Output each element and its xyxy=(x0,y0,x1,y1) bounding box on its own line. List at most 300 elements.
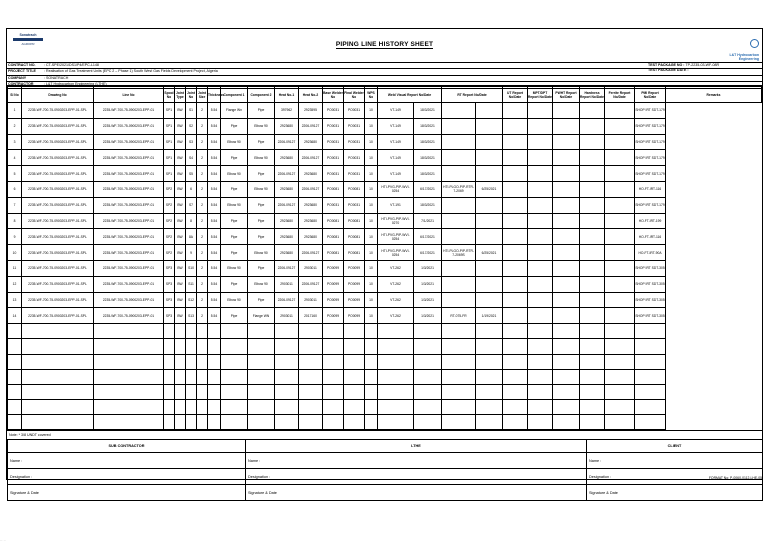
empty-cell xyxy=(442,400,476,415)
empty-cell xyxy=(365,354,378,369)
table-cell: 2 xyxy=(197,166,208,182)
designation-field: Designation : xyxy=(8,469,246,485)
empty-cell xyxy=(299,354,323,369)
table-cell: 2206-09127 xyxy=(275,292,299,308)
table-cell: BW xyxy=(175,103,186,119)
table-cell: SP2 xyxy=(164,197,175,213)
empty-cell xyxy=(186,384,197,399)
signature-field: Signature & Date xyxy=(8,485,246,501)
table-cell xyxy=(476,276,503,292)
table-cell xyxy=(605,166,635,182)
empty-cell xyxy=(442,384,476,399)
table-cell: HO-FT-IRT-116 xyxy=(635,229,666,245)
empty-cell xyxy=(323,415,344,430)
table-cell: 2923680 xyxy=(299,166,323,182)
table-cell: Pipe xyxy=(221,150,248,166)
table-cell: 10 xyxy=(365,245,378,261)
contractor-logo xyxy=(699,35,759,61)
table-cell: Elbow 90 xyxy=(248,118,275,134)
empty-cell xyxy=(553,369,580,384)
table-cell xyxy=(528,276,553,292)
table-cell: VT-149 xyxy=(378,103,414,119)
table-cell xyxy=(605,103,635,119)
contract-no-label: CONTRACT NO. xyxy=(8,63,36,67)
empty-cell xyxy=(248,369,275,384)
empty-cell xyxy=(553,324,580,339)
table-cell xyxy=(503,118,528,134)
table-cell xyxy=(580,166,605,182)
table-cell: PO0099 xyxy=(344,292,365,308)
table-cell: 18/3/2021 xyxy=(414,118,442,134)
table-cell: 2206-09127 xyxy=(275,260,299,276)
table-cell: HO-FT-IRT-116 xyxy=(635,181,666,197)
empty-cell xyxy=(476,415,503,430)
table-cell xyxy=(476,103,503,119)
empty-cell xyxy=(414,339,442,354)
table-cell: 1/19/2021 xyxy=(476,308,503,324)
table-cell: 2235-WF-700-75-0900203-EPP-01 xyxy=(94,276,164,292)
empty-cell xyxy=(248,384,275,399)
table-cell xyxy=(503,229,528,245)
table-cell: 5.54 xyxy=(208,213,221,229)
table-cell: Elbow 90 xyxy=(221,134,248,150)
empty-cell xyxy=(476,339,503,354)
empty-cell xyxy=(635,354,666,369)
empty-cell xyxy=(208,339,221,354)
table-cell xyxy=(605,213,635,229)
table-cell: Pipe xyxy=(221,308,248,324)
col-header: Ferrite Report No/Date xyxy=(605,87,635,103)
table-cell: 2206-09127 xyxy=(275,166,299,182)
table-cell: 14 xyxy=(8,308,22,324)
table-cell: HO-FT-IRT-199 xyxy=(635,213,666,229)
empty-cell xyxy=(208,400,221,415)
table-cell xyxy=(553,118,580,134)
table-cell xyxy=(605,308,635,324)
col-header: Component 1 xyxy=(221,87,248,103)
table-cell: PO0031 xyxy=(323,166,344,182)
empty-row xyxy=(8,339,762,354)
table-cell: SHOP IRT SDT-179 xyxy=(635,134,666,150)
empty-cell xyxy=(580,339,605,354)
table-cell: 8 xyxy=(186,213,197,229)
table-cell xyxy=(503,150,528,166)
empty-cell xyxy=(605,324,635,339)
empty-cell xyxy=(503,324,528,339)
table-cell: 2 xyxy=(197,292,208,308)
empty-cell xyxy=(344,400,365,415)
table-cell: Elbow 90 xyxy=(248,276,275,292)
empty-cell xyxy=(275,339,299,354)
empty-cell xyxy=(299,324,323,339)
table-cell: HTI-PVG-PIP-WVI-0270 xyxy=(378,213,414,229)
table-cell: Elbow 90 xyxy=(221,197,248,213)
table-cell: VT-262 xyxy=(378,308,414,324)
table-cell: 5.54 xyxy=(208,260,221,276)
name-field: Name : xyxy=(8,453,246,469)
table-cell: 2235-WF-700-75-0900203-EPP-01 xyxy=(94,118,164,134)
table-cell xyxy=(553,197,580,213)
table-cell: 2903011 xyxy=(275,276,299,292)
table-cell xyxy=(553,308,580,324)
table-cell: 2 xyxy=(197,308,208,324)
empty-cell xyxy=(8,339,22,354)
empty-cell xyxy=(248,339,275,354)
empty-cell xyxy=(344,384,365,399)
table-cell xyxy=(503,308,528,324)
table-cell xyxy=(580,181,605,197)
empty-cell xyxy=(442,369,476,384)
empty-cell xyxy=(299,415,323,430)
table-cell: PO0031 xyxy=(344,197,365,213)
empty-cell xyxy=(186,400,197,415)
table-cell: 2235-WF-700-75-0900203-EPP-01-SPL xyxy=(22,292,94,308)
table-cell: 6/25/2021 xyxy=(476,181,503,197)
empty-cell xyxy=(94,369,164,384)
empty-cell xyxy=(553,400,580,415)
table-cell: 2206-09127 xyxy=(299,150,323,166)
table-cell xyxy=(580,260,605,276)
table-cell: 2206-09127 xyxy=(275,134,299,150)
table-cell: 8 xyxy=(8,213,22,229)
table-cell xyxy=(553,292,580,308)
table-cell: Pipe xyxy=(221,229,248,245)
empty-cell xyxy=(580,384,605,399)
empty-cell xyxy=(528,324,553,339)
col-header: Component 2 xyxy=(248,87,275,103)
table-cell: S5 xyxy=(186,166,197,182)
empty-cell xyxy=(186,369,197,384)
table-cell: 2235-WF-700-75-0900203-EPP-01 xyxy=(94,150,164,166)
table-cell: SP3 xyxy=(164,276,175,292)
table-cell: Pipe xyxy=(221,181,248,197)
table-cell: Pipe xyxy=(221,276,248,292)
table-cell xyxy=(605,245,635,261)
table-cell: 2923680 xyxy=(299,134,323,150)
empty-cell xyxy=(414,384,442,399)
empty-cell xyxy=(248,324,275,339)
empty-cell xyxy=(344,324,365,339)
table-cell: 2923680 xyxy=(275,181,299,197)
table-cell xyxy=(605,276,635,292)
empty-cell xyxy=(553,339,580,354)
table-cell: 2 xyxy=(197,229,208,245)
table-cell xyxy=(528,118,553,134)
table-cell: 2206-09127 xyxy=(299,245,323,261)
empty-cell xyxy=(442,415,476,430)
table-cell: 10 xyxy=(365,181,378,197)
table-cell xyxy=(528,260,553,276)
table-cell xyxy=(605,197,635,213)
empty-cell xyxy=(175,400,186,415)
empty-cell xyxy=(221,339,248,354)
empty-cell xyxy=(197,354,208,369)
empty-cell xyxy=(22,415,94,430)
table-cell: VT-262 xyxy=(378,292,414,308)
empty-cell xyxy=(378,324,414,339)
table-cell xyxy=(442,260,476,276)
table-cell: SHOP IRT SDT-179 xyxy=(635,150,666,166)
table-cell: 2206-09127 xyxy=(299,118,323,134)
empty-cell xyxy=(323,354,344,369)
col-header: MPT/DPT Report No/Date xyxy=(528,87,553,103)
col-header: Heat No-2 xyxy=(299,87,323,103)
table-cell: 2923680 xyxy=(299,213,323,229)
table-cell: PO0031 xyxy=(344,134,365,150)
table-cell: 2923680 xyxy=(275,245,299,261)
table-cell xyxy=(503,245,528,261)
empty-cell xyxy=(164,384,175,399)
table-cell: 2 xyxy=(197,260,208,276)
empty-cell xyxy=(8,384,22,399)
empty-cell xyxy=(208,369,221,384)
table-cell: SHOP IRT SDT-305 xyxy=(635,292,666,308)
table-cell: 2235-WF-700-75-0900203-EPP-01 xyxy=(94,166,164,182)
table-cell: 2235-WF-700-75-0900203-EPP-01 xyxy=(94,308,164,324)
table-cell: SP1 xyxy=(164,150,175,166)
empty-row xyxy=(8,324,762,339)
table-cell xyxy=(605,150,635,166)
table-cell: PO0081 xyxy=(323,245,344,261)
table-cell xyxy=(503,276,528,292)
empty-cell xyxy=(323,324,344,339)
table-row xyxy=(8,260,762,276)
empty-cell xyxy=(442,324,476,339)
table-cell xyxy=(553,245,580,261)
table-cell: 2235-WF-700-75-0900203-EPP-01-SPL xyxy=(22,308,94,324)
designation-field: Designation : xyxy=(246,469,587,485)
table-cell: 6/17/2021 xyxy=(414,181,442,197)
empty-cell xyxy=(605,415,635,430)
empty-cell xyxy=(299,384,323,399)
col-header: UT Report No/Date xyxy=(503,87,528,103)
table-cell: VT-149 xyxy=(378,150,414,166)
col-header: Final Welder No xyxy=(344,87,365,103)
table-cell: 5.54 xyxy=(208,229,221,245)
table-cell: BW xyxy=(175,276,186,292)
empty-cell xyxy=(275,354,299,369)
empty-cell xyxy=(197,400,208,415)
empty-cell xyxy=(635,415,666,430)
table-cell: 2 xyxy=(197,181,208,197)
table-cell: VT-149 xyxy=(378,166,414,182)
table-cell: 2923680 xyxy=(299,197,323,213)
table-cell xyxy=(528,229,553,245)
table-cell: Pipe xyxy=(248,166,275,182)
table-row xyxy=(8,103,762,119)
table-cell: 5.54 xyxy=(208,150,221,166)
table-cell: BW xyxy=(175,260,186,276)
table-cell: 2923680 xyxy=(299,229,323,245)
empty-cell xyxy=(221,384,248,399)
table-cell: Elbow 90 xyxy=(221,292,248,308)
empty-cell xyxy=(378,369,414,384)
empty-cell xyxy=(528,339,553,354)
empty-cell xyxy=(94,324,164,339)
table-cell: SP1 xyxy=(164,103,175,119)
table-cell: Pipe xyxy=(248,292,275,308)
table-cell: 6/17/2021 xyxy=(414,245,442,261)
empty-cell xyxy=(323,384,344,399)
table-cell: PO0099 xyxy=(323,260,344,276)
table-cell xyxy=(580,134,605,150)
table-cell xyxy=(553,150,580,166)
table-cell: 9 xyxy=(8,229,22,245)
table-cell: 18/3/2021 xyxy=(414,197,442,213)
empty-cell xyxy=(476,324,503,339)
party-lthe: LTHE xyxy=(246,440,587,453)
table-cell xyxy=(528,308,553,324)
table-cell xyxy=(580,292,605,308)
empty-cell xyxy=(528,384,553,399)
table-cell: 2235-WF-700-75-0900203-EPP-01-SPL xyxy=(22,260,94,276)
table-cell xyxy=(580,229,605,245)
table-cell xyxy=(503,260,528,276)
empty-cell xyxy=(248,400,275,415)
table-cell: HTI-PVG-PIP-WVI-0254 xyxy=(378,229,414,245)
table-cell: VT-262 xyxy=(378,276,414,292)
empty-cell xyxy=(94,415,164,430)
table-cell: 2017160 xyxy=(299,308,323,324)
table-cell: Pipe xyxy=(248,229,275,245)
table-cell: 10 xyxy=(365,150,378,166)
col-header: Remarks xyxy=(666,87,762,103)
table-cell: 10 xyxy=(365,292,378,308)
empty-cell xyxy=(275,400,299,415)
empty-cell xyxy=(22,324,94,339)
empty-cell xyxy=(22,354,94,369)
empty-cell xyxy=(22,369,94,384)
empty-cell xyxy=(635,384,666,399)
table-cell: HTI-PLGO-PIP-RTR-7-2069 xyxy=(442,181,476,197)
table-cell xyxy=(442,229,476,245)
table-cell: PO0081 xyxy=(323,229,344,245)
table-row xyxy=(8,134,762,150)
table-cell: HTI-PVG-PIP-WVI-0254 xyxy=(378,181,414,197)
col-header: Weld Visual Report No/Date xyxy=(378,87,442,103)
table-cell: 2206-09127 xyxy=(299,181,323,197)
empty-cell xyxy=(221,400,248,415)
table-cell: 2 xyxy=(197,197,208,213)
table-cell: S12 xyxy=(186,292,197,308)
empty-cell xyxy=(8,354,22,369)
empty-cell xyxy=(414,354,442,369)
designation-field: Designation : xyxy=(587,469,763,485)
empty-cell xyxy=(175,384,186,399)
table-cell: Elbow 90 xyxy=(248,150,275,166)
table-cell: 5.54 xyxy=(208,292,221,308)
empty-row xyxy=(8,415,762,430)
empty-cell xyxy=(221,354,248,369)
empty-cell xyxy=(378,339,414,354)
table-cell: 5.54 xyxy=(208,118,221,134)
table-cell: PO0031 xyxy=(323,134,344,150)
table-cell: BW xyxy=(175,118,186,134)
party-client: CLIENT xyxy=(587,440,763,453)
table-cell: 5.54 xyxy=(208,181,221,197)
table-cell xyxy=(553,103,580,119)
col-header: Joint Size xyxy=(197,87,208,103)
col-header: Sl No xyxy=(8,87,22,103)
empty-cell xyxy=(8,415,22,430)
table-cell: 11 xyxy=(8,260,22,276)
empty-cell xyxy=(476,369,503,384)
table-cell xyxy=(528,213,553,229)
table-cell: 2903011 xyxy=(299,292,323,308)
table-cell: 2 xyxy=(197,150,208,166)
table-cell: 5.54 xyxy=(208,245,221,261)
table-cell: 2235-WF-700-75-0900203-EPP-01 xyxy=(94,260,164,276)
table-cell: SHOP IRT SDT-179 xyxy=(635,197,666,213)
table-cell: Pipe xyxy=(248,103,275,119)
table-cell: 2 xyxy=(197,103,208,119)
table-cell xyxy=(605,292,635,308)
table-row xyxy=(8,118,762,134)
col-header: Heat No-1 xyxy=(275,87,299,103)
table-cell: 2235-WF-700-75-0900203-EPP-01-SPL xyxy=(22,197,94,213)
table-cell: 10 xyxy=(365,229,378,245)
empty-row xyxy=(8,369,762,384)
table-cell xyxy=(476,213,503,229)
table-cell xyxy=(580,197,605,213)
table-cell: PO0031 xyxy=(344,150,365,166)
table-cell xyxy=(442,292,476,308)
table-cell: PO0099 xyxy=(344,308,365,324)
table-cell: 5 xyxy=(8,166,22,182)
empty-cell xyxy=(175,324,186,339)
table-row xyxy=(8,245,762,261)
table-cell: Elbow 90 xyxy=(248,245,275,261)
table-cell: 1/3/2021 xyxy=(414,308,442,324)
signature-block xyxy=(7,439,763,501)
empty-cell xyxy=(175,415,186,430)
table-cell: 3 xyxy=(8,134,22,150)
table-cell: PO0031 xyxy=(344,166,365,182)
col-header: Line No xyxy=(94,87,164,103)
table-cell: 10 xyxy=(365,103,378,119)
table-cell xyxy=(503,166,528,182)
table-row xyxy=(8,276,762,292)
empty-cell xyxy=(164,324,175,339)
empty-cell xyxy=(299,339,323,354)
table-cell: PO0031 xyxy=(344,103,365,119)
table-cell: 2235-WF-700-75-0900203-EPP-01 xyxy=(94,103,164,119)
table-cell: PO0031 xyxy=(323,197,344,213)
table-cell: 1/3/2021 xyxy=(414,292,442,308)
empty-cell xyxy=(175,369,186,384)
empty-cell xyxy=(197,324,208,339)
table-cell: Pipe xyxy=(248,213,275,229)
empty-cell xyxy=(208,354,221,369)
table-cell: 2 xyxy=(197,276,208,292)
empty-cell xyxy=(442,339,476,354)
note: Note: * 3/8 UNDT covered xyxy=(7,430,762,439)
empty-cell xyxy=(221,324,248,339)
table-cell: 2235-WF-700-75-0900203-EPP-01-SPL xyxy=(22,118,94,134)
table-cell: PO0081 xyxy=(344,181,365,197)
table-cell xyxy=(442,197,476,213)
empty-cell xyxy=(476,384,503,399)
table-cell: 8A xyxy=(186,229,197,245)
table-cell: HTI-PLGO-PIP-RTR-7-2069S xyxy=(442,245,476,261)
table-cell xyxy=(580,118,605,134)
table-cell: 2 xyxy=(197,213,208,229)
empty-cell xyxy=(94,400,164,415)
test-package-no-label: TEST PACKAGE NO : xyxy=(648,63,685,67)
page-title: PIPING LINE HISTORY SHEET xyxy=(335,41,434,48)
table-cell: Flange WN xyxy=(248,308,275,324)
table-cell xyxy=(528,181,553,197)
